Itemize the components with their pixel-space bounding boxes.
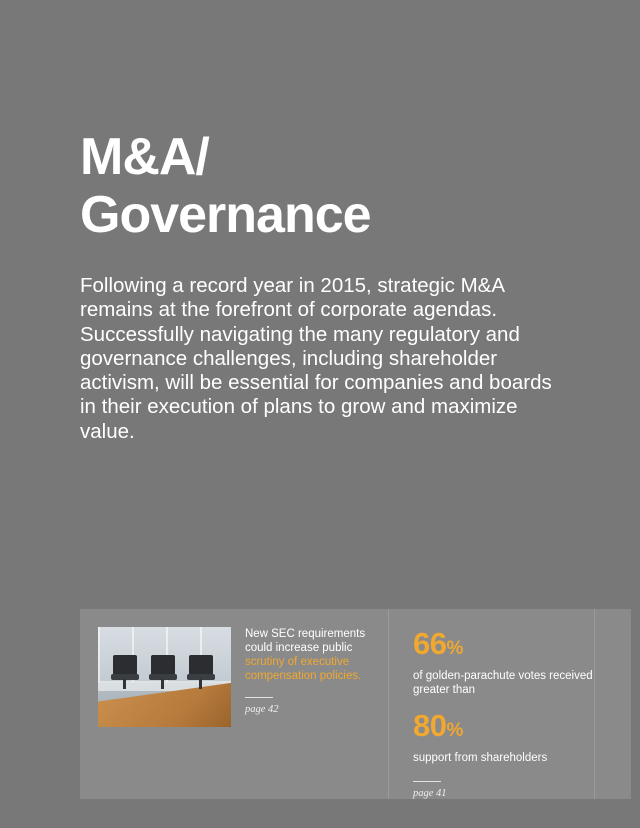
office-chair <box>186 655 216 689</box>
card-sec-requirements[interactable] <box>80 609 388 799</box>
card-left-text <box>231 609 388 715</box>
stat-value-80: 80% <box>413 708 463 743</box>
page-reference[interactable]: page 41 <box>413 788 447 799</box>
office-chair <box>110 655 140 689</box>
stat-caption-2: support from shareholders <box>413 752 548 764</box>
card-headline-plain: New SEC requirements could increase public <box>244 628 366 654</box>
percent-symbol: % <box>446 638 463 659</box>
page-title-line-2: Governance <box>80 186 371 244</box>
card-next-partial[interactable] <box>594 609 631 799</box>
bottom-card-strip <box>80 609 631 799</box>
divider <box>413 781 441 782</box>
stat-value-66: 66% <box>413 626 463 661</box>
card-headline <box>245 627 372 683</box>
conference-room-photo <box>98 627 231 727</box>
percent-symbol: % <box>446 720 463 741</box>
page-reference[interactable]: page 42 <box>244 704 279 715</box>
office-chair <box>148 655 178 689</box>
card-headline-accent: scrutiny of executive compensation policies. <box>244 656 362 682</box>
page-title-line-1: M&A/ <box>80 128 209 186</box>
stat-caption-1: of golden-parachute votes received greater than <box>413 670 593 696</box>
intro-paragraph: Following a record year in 2015, strategic M&A remains at the forefront of corporate agendas. Successfully navigating the many regulatory and governance challenges, including shareholder activism, will be essential for companies and boards in their execution of plans to grow and maximize value. <box>80 274 552 443</box>
page-title <box>80 128 550 244</box>
card-parachute-stats[interactable] <box>388 609 594 799</box>
divider <box>245 697 273 698</box>
